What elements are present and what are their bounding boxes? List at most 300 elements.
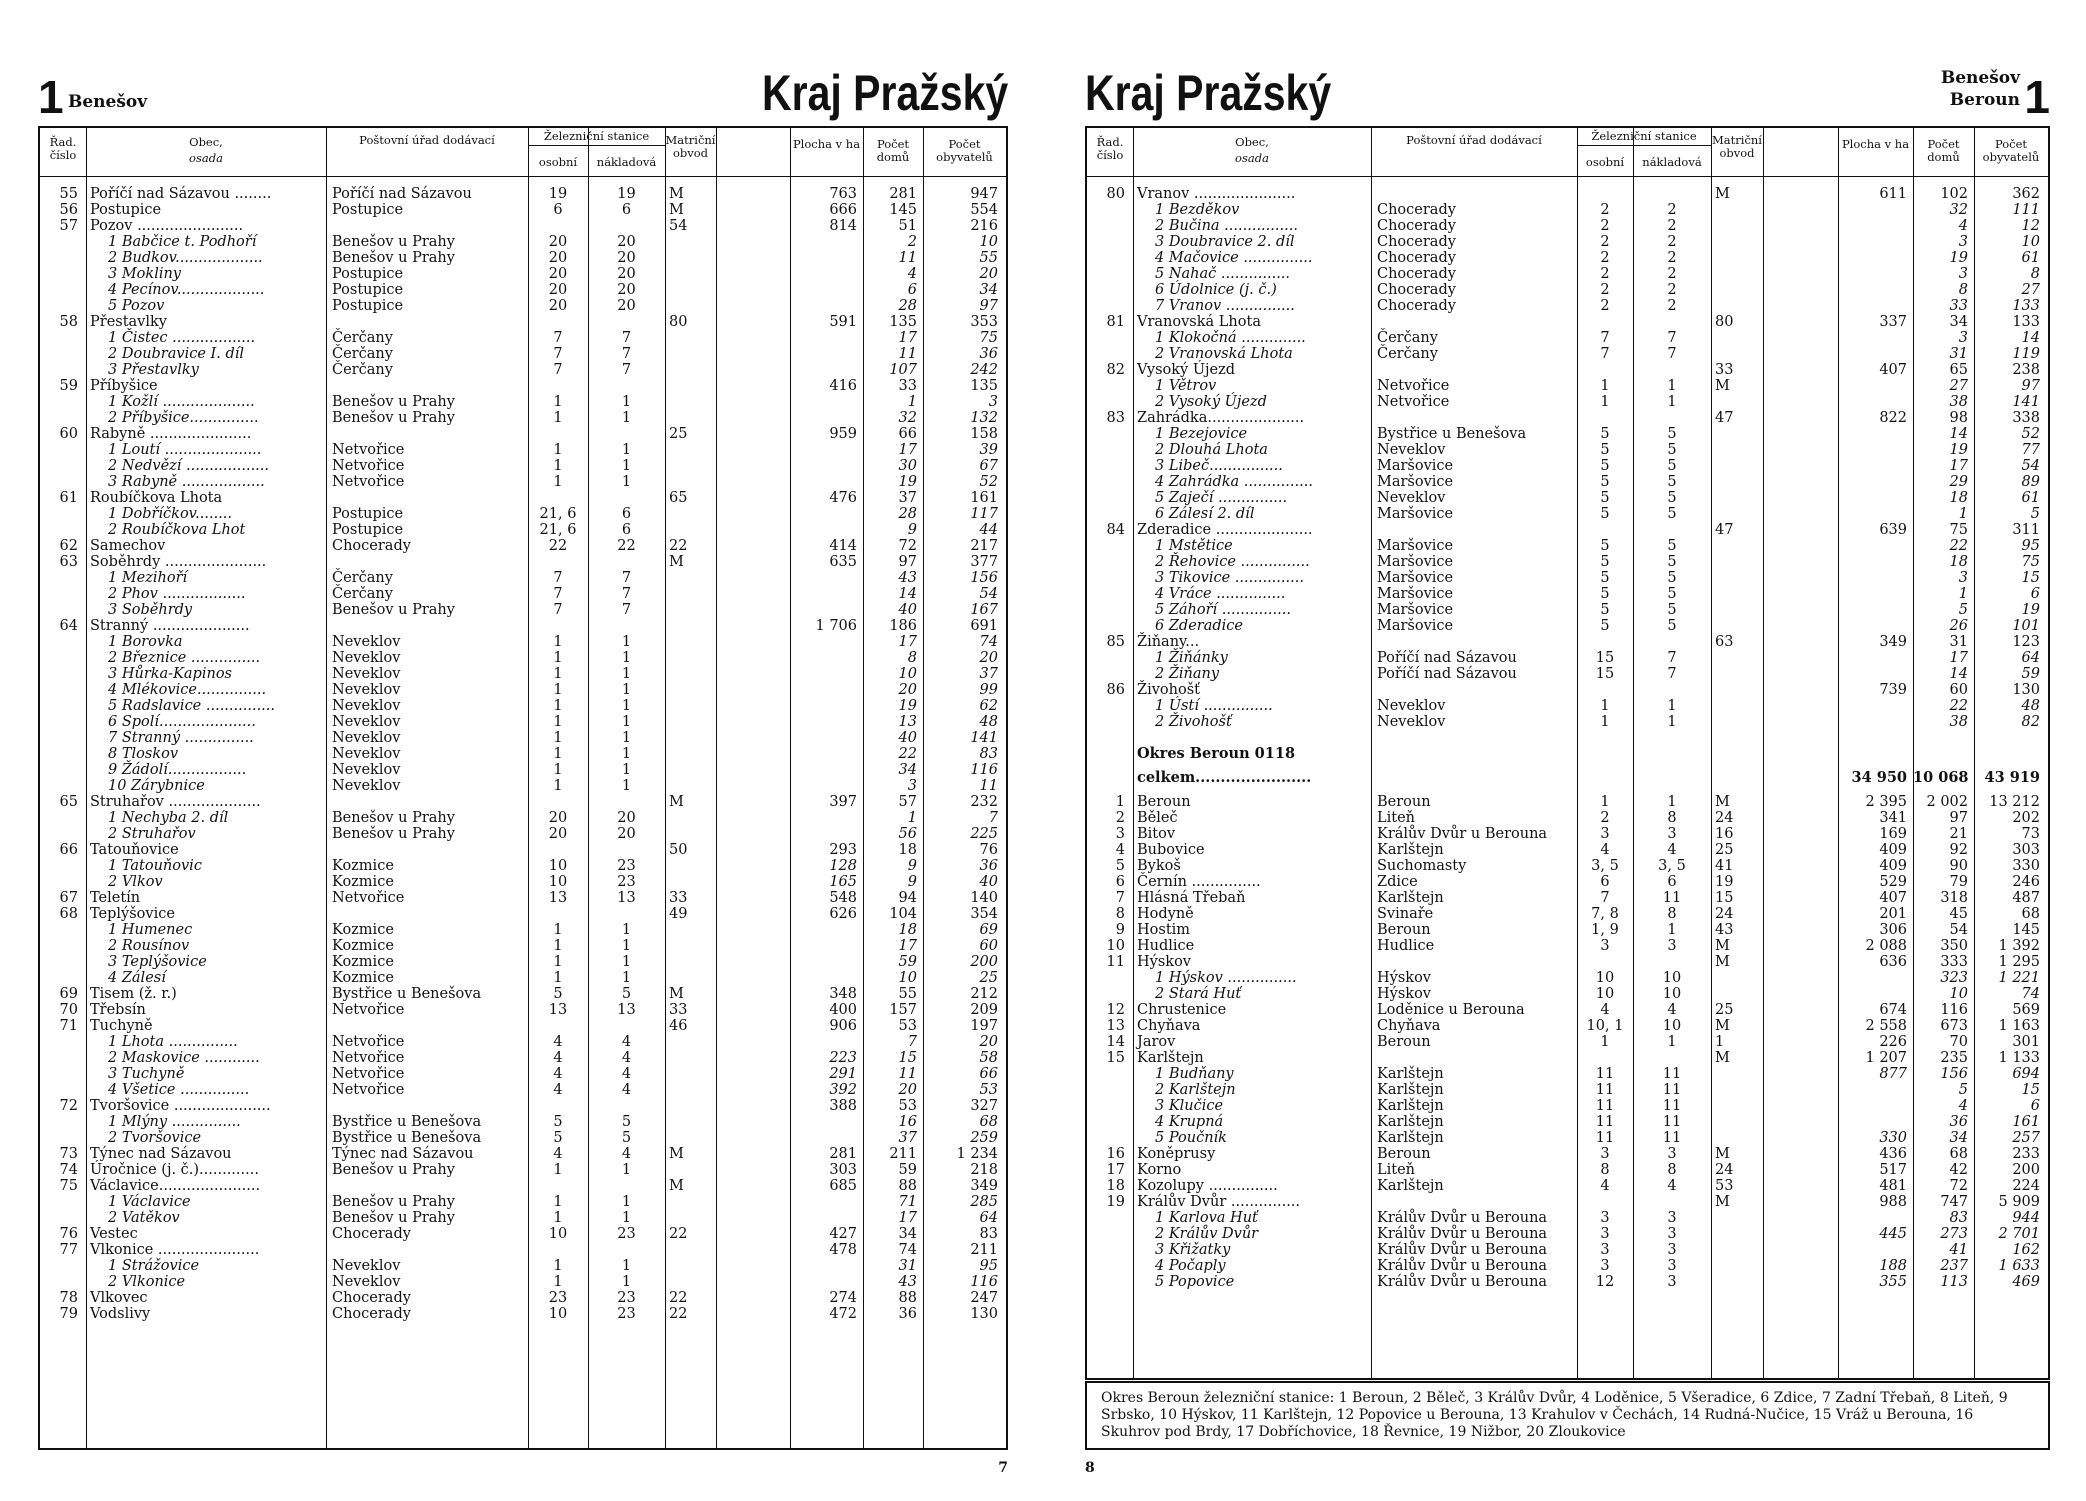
municipality-name: Hodyně bbox=[1137, 906, 1194, 922]
area-ha: 201 bbox=[1879, 906, 1907, 922]
municipality-name: 1 Strážovice bbox=[108, 1258, 200, 1274]
house-count: 92 bbox=[1949, 842, 1968, 858]
municipality-name: Rabyně ...................... bbox=[90, 426, 252, 442]
house-count: 30 bbox=[898, 458, 917, 474]
station-freight: 1 bbox=[621, 634, 632, 650]
row-number: 2 bbox=[1115, 810, 1125, 826]
house-count: 7 bbox=[907, 1034, 917, 1050]
station-freight: 11 bbox=[1662, 1066, 1682, 1082]
header-pocet-domu: Počet domů bbox=[1927, 137, 1960, 164]
registry-district: 50 bbox=[669, 842, 688, 858]
registry-district: M bbox=[669, 986, 684, 1002]
table-row bbox=[40, 378, 1006, 394]
municipality-name: Tatouňovice bbox=[90, 842, 179, 858]
municipality-name: 4 Krupná bbox=[1155, 1114, 1224, 1130]
subheader-divider bbox=[1577, 145, 1711, 146]
municipality-name: Koněprusy bbox=[1137, 1146, 1216, 1162]
row-number: 70 bbox=[59, 1002, 78, 1018]
area-ha: 128 bbox=[829, 858, 857, 874]
station-freight: 5 bbox=[1667, 426, 1677, 442]
table-row bbox=[40, 1194, 1006, 1210]
row-number: 55 bbox=[59, 186, 78, 202]
house-count: 41 bbox=[1949, 1242, 1968, 1258]
post-office: Benešov u Prahy bbox=[332, 1162, 455, 1178]
railway-stations-legend: Okres Beroun železniční stanice: 1 Beroun, 2 Běleč, 3 Králův Dvůr, 4 Loděnice, 5 Všeradice, 6 Zdice, 7 Zadní Třebaň, 8 Liteň, 9 Srbsko, 10 Hýskov, 11 Karlštejn, 12 Popovice u Berouna, 13 Krahulov v Čechách, 14 Rudná-Nučice, 15 Vráž u Berouna, 16 Skuhrov pod Brdy, 17 Dobříchovice, 18 Řevnice, 19 Nižbor, 20 Zloukovice bbox=[1085, 1381, 2050, 1450]
house-count: 16 bbox=[898, 1114, 917, 1130]
population: 116 bbox=[970, 762, 998, 778]
house-count: 59 bbox=[898, 954, 917, 970]
area-ha: 34 950 bbox=[1851, 769, 1907, 786]
municipality-name: 6 Údolnice (j. č.) bbox=[1155, 282, 1277, 298]
table-row bbox=[40, 810, 1006, 826]
right-municipality-table bbox=[1085, 126, 2050, 1380]
population: 303 bbox=[2012, 842, 2040, 858]
post-office: Neveklov bbox=[332, 666, 401, 682]
table-row bbox=[1087, 442, 2048, 458]
station-passenger: 3 bbox=[1600, 1258, 1610, 1274]
post-office: Králův Dvůr u Berouna bbox=[1377, 1242, 1548, 1258]
table-row bbox=[1087, 314, 2048, 330]
station-passenger: 12 bbox=[1595, 1274, 1615, 1290]
table-row bbox=[40, 1178, 1006, 1194]
station-freight: 5 bbox=[1667, 490, 1677, 506]
header-rad-cislo: Řad. číslo bbox=[1096, 135, 1124, 162]
station-passenger: 13 bbox=[548, 1002, 568, 1018]
municipality-name: 5 Pozov bbox=[108, 298, 165, 314]
station-freight: 11 bbox=[1662, 1114, 1682, 1130]
population: 43 919 bbox=[1984, 769, 2040, 786]
municipality-name: 4 Zálesí bbox=[108, 970, 166, 986]
house-count: 34 bbox=[898, 1226, 917, 1242]
post-office: Neveklov bbox=[332, 634, 401, 650]
post-office: Chocerady bbox=[1377, 266, 1456, 282]
table-row bbox=[1087, 618, 2048, 634]
station-passenger: 11 bbox=[1595, 1066, 1615, 1082]
post-office: Chocerady bbox=[332, 1306, 411, 1322]
area-ha: 400 bbox=[829, 1002, 857, 1018]
station-passenger: 4 bbox=[1600, 842, 1610, 858]
table-row bbox=[40, 1226, 1006, 1242]
table-row bbox=[1087, 1242, 2048, 1258]
area-ha: 407 bbox=[1879, 890, 1907, 906]
area-ha: 427 bbox=[829, 1226, 857, 1242]
station-freight: 10 bbox=[1662, 970, 1682, 986]
table-row bbox=[40, 698, 1006, 714]
population: 1 221 bbox=[1998, 970, 2040, 986]
station-passenger: 7 bbox=[553, 602, 563, 618]
post-office: Benešov u Prahy bbox=[332, 826, 455, 842]
station-passenger: 2 bbox=[1600, 250, 1610, 266]
station-freight: 2 bbox=[1667, 298, 1677, 314]
house-count: 57 bbox=[898, 794, 917, 810]
table-row bbox=[1087, 298, 2048, 314]
house-count: 59 bbox=[898, 1162, 917, 1178]
registry-district: 1 bbox=[1715, 1034, 1725, 1050]
house-count: 211 bbox=[889, 1146, 917, 1162]
station-freight: 3 bbox=[1667, 1210, 1677, 1226]
table-row bbox=[1087, 650, 2048, 666]
population: 15 bbox=[2021, 1082, 2040, 1098]
table-row bbox=[40, 970, 1006, 986]
station-passenger: 1 bbox=[553, 922, 563, 938]
house-count: 45 bbox=[1949, 906, 1968, 922]
area-ha: 291 bbox=[829, 1066, 857, 1082]
municipality-name: 2 Maskovice ............ bbox=[108, 1050, 260, 1066]
station-freight: 1 bbox=[621, 922, 632, 938]
station-freight: 3 bbox=[1667, 1146, 1677, 1162]
municipality-name: Vlkovec bbox=[90, 1290, 148, 1306]
post-office: Čerčany bbox=[332, 346, 393, 362]
table-row bbox=[1087, 890, 2048, 906]
table-row bbox=[40, 602, 1006, 618]
post-office: Chocerady bbox=[332, 538, 411, 554]
registry-district: 22 bbox=[669, 538, 688, 554]
station-freight: 5 bbox=[621, 1130, 632, 1146]
station-passenger: 5 bbox=[1600, 474, 1610, 490]
municipality-name: 2 Králův Dvůr bbox=[1155, 1226, 1259, 1242]
area-ha: 626 bbox=[829, 906, 857, 922]
area-ha: 349 bbox=[1879, 634, 1907, 650]
station-passenger: 1 bbox=[1600, 714, 1610, 730]
row-number: 17 bbox=[1106, 1162, 1125, 1178]
post-office: Maršovice bbox=[1377, 474, 1454, 490]
population: 101 bbox=[2012, 618, 2040, 634]
station-passenger: 7 bbox=[553, 346, 563, 362]
station-freight: 1 bbox=[621, 730, 632, 746]
table-row bbox=[40, 410, 1006, 426]
table-row bbox=[1087, 522, 2048, 538]
registry-district: 47 bbox=[1715, 522, 1734, 538]
row-number: 56 bbox=[59, 202, 78, 218]
post-office: Netvořice bbox=[332, 458, 405, 474]
population: 354 bbox=[970, 906, 998, 922]
row-number: 10 bbox=[1106, 938, 1125, 954]
station-freight: 13 bbox=[617, 890, 636, 906]
table-row bbox=[1087, 602, 2048, 618]
municipality-name: 5 Zaječí ............... bbox=[1155, 490, 1288, 506]
row-number: 66 bbox=[59, 842, 78, 858]
municipality-name: 1 Dobříčkov........ bbox=[108, 506, 233, 522]
row-number: 72 bbox=[59, 1098, 78, 1114]
house-count: 32 bbox=[1949, 202, 1968, 218]
municipality-name: 2 Bučina ................ bbox=[1155, 218, 1298, 234]
row-number: 79 bbox=[59, 1306, 78, 1322]
post-office: Čerčany bbox=[332, 570, 393, 586]
house-count: 33 bbox=[1949, 298, 1968, 314]
row-number: 85 bbox=[1106, 634, 1125, 650]
station-freight: 3 bbox=[1667, 1258, 1677, 1274]
post-office: Postupice bbox=[332, 298, 404, 314]
station-passenger: 2 bbox=[1600, 218, 1610, 234]
population: 5 bbox=[2030, 506, 2040, 522]
table-row bbox=[1087, 906, 2048, 922]
population: 158 bbox=[970, 426, 998, 442]
municipality-name: 3 Tuchyně bbox=[108, 1066, 185, 1082]
municipality-name: 1 Babčice t. Podhoří bbox=[108, 234, 257, 250]
table-row bbox=[1087, 474, 2048, 490]
station-passenger: 1 bbox=[553, 650, 563, 666]
post-office: Netvořice bbox=[1377, 378, 1450, 394]
municipality-name: Kozolupy ............... bbox=[1137, 1178, 1278, 1194]
post-office: Poříčí nad Sázavou bbox=[1377, 650, 1517, 666]
house-count: 11 bbox=[898, 346, 917, 362]
station-freight: 4 bbox=[621, 1034, 632, 1050]
municipality-name: 1 Hýskov ............... bbox=[1155, 970, 1297, 986]
post-office: Netvořice bbox=[332, 474, 405, 490]
registry-district: M bbox=[669, 202, 684, 218]
municipality-name: 5 Radslavice ............... bbox=[108, 698, 276, 714]
post-office: Neveklov bbox=[332, 1274, 401, 1290]
station-passenger: 20 bbox=[548, 250, 568, 266]
population: 53 bbox=[979, 1082, 998, 1098]
post-office: Netvořice bbox=[332, 1002, 405, 1018]
house-count: 10 bbox=[898, 970, 917, 986]
station-freight: 11 bbox=[1662, 1130, 1682, 1146]
population: 61 bbox=[2021, 490, 2040, 506]
registry-district: M bbox=[1715, 1194, 1730, 1210]
house-count: 17 bbox=[1949, 458, 1968, 474]
municipality-name: Roubíčkova Lhota bbox=[90, 490, 223, 506]
station-passenger: 4 bbox=[553, 1082, 563, 1098]
house-count: 1 bbox=[907, 394, 917, 410]
municipality-name: Václavice...................... bbox=[90, 1178, 261, 1194]
population: 133 bbox=[2012, 314, 2040, 330]
table-row bbox=[1087, 1002, 2048, 1018]
station-passenger: 1 bbox=[553, 1210, 563, 1226]
registry-district: 25 bbox=[1715, 842, 1734, 858]
house-count: 31 bbox=[1949, 634, 1968, 650]
header-plocha: Plocha v ha bbox=[792, 137, 861, 151]
house-count: 156 bbox=[1940, 1066, 1968, 1082]
population: 1 633 bbox=[1998, 1258, 2040, 1274]
station-passenger: 11 bbox=[1595, 1130, 1615, 1146]
population: 130 bbox=[970, 1306, 998, 1322]
station-passenger: 15 bbox=[1595, 666, 1615, 682]
post-office: Čerčany bbox=[1377, 346, 1438, 362]
post-office: Chocerady bbox=[1377, 250, 1456, 266]
volume-number: 1 bbox=[2024, 71, 2050, 123]
post-office: Postupice bbox=[332, 202, 404, 218]
population: 34 bbox=[979, 282, 998, 298]
house-count: 29 bbox=[1949, 474, 1968, 490]
municipality-name: Korno bbox=[1137, 1162, 1182, 1178]
station-freight: 3 bbox=[1667, 826, 1677, 842]
municipality-name: 2 Vranovská Lhota bbox=[1155, 346, 1293, 362]
table-row bbox=[40, 202, 1006, 218]
house-count: 38 bbox=[1949, 394, 1968, 410]
station-passenger: 10 bbox=[1595, 986, 1615, 1002]
table-row bbox=[40, 730, 1006, 746]
station-freight: 20 bbox=[617, 234, 636, 250]
municipality-name: Žiňany... bbox=[1137, 634, 1200, 650]
table-row bbox=[1087, 554, 2048, 570]
municipality-name: 2 Tvoršovice bbox=[108, 1130, 202, 1146]
area-ha: 822 bbox=[1879, 410, 1907, 426]
station-freight: 4 bbox=[621, 1050, 632, 1066]
table-row bbox=[1087, 250, 2048, 266]
house-count: 17 bbox=[898, 442, 917, 458]
house-count: 273 bbox=[1940, 1226, 1968, 1242]
station-passenger: 1 bbox=[553, 698, 563, 714]
population: 349 bbox=[970, 1178, 998, 1194]
post-office: Netvořice bbox=[332, 1066, 405, 1082]
population: 218 bbox=[970, 1162, 998, 1178]
post-office: Hudlice bbox=[1377, 938, 1435, 954]
table-row bbox=[40, 586, 1006, 602]
station-freight: 1 bbox=[1667, 394, 1677, 410]
post-office: Zdice bbox=[1377, 874, 1418, 890]
station-passenger: 7 bbox=[553, 586, 563, 602]
municipality-name: 3 Tikovice ............... bbox=[1155, 570, 1304, 586]
station-passenger: 7 bbox=[553, 330, 563, 346]
station-freight: 7 bbox=[1667, 666, 1677, 682]
station-passenger: 2 bbox=[1600, 266, 1610, 282]
house-count: 17 bbox=[898, 330, 917, 346]
station-freight: 1 bbox=[621, 970, 632, 986]
municipality-name: 2 Březnice ............... bbox=[108, 650, 261, 666]
left-municipality-table bbox=[38, 126, 1008, 1450]
station-passenger: 5 bbox=[1600, 442, 1610, 458]
table-row bbox=[40, 874, 1006, 890]
registry-district: M bbox=[1715, 1050, 1730, 1066]
row-number: 61 bbox=[59, 490, 78, 506]
station-freight: 1 bbox=[621, 778, 632, 794]
table-row bbox=[1087, 794, 2048, 810]
municipality-name: 3 Teplýšovice bbox=[108, 954, 207, 970]
population: 64 bbox=[979, 1210, 998, 1226]
house-count: 14 bbox=[898, 586, 917, 602]
station-freight: 1 bbox=[621, 1194, 632, 1210]
population: 569 bbox=[2012, 1002, 2040, 1018]
table-row bbox=[1087, 410, 2048, 426]
population: 10 bbox=[979, 234, 998, 250]
row-number: 8 bbox=[1115, 906, 1125, 922]
population: 89 bbox=[2021, 474, 2040, 490]
population: 330 bbox=[2012, 858, 2040, 874]
house-count: 6 bbox=[907, 282, 917, 298]
municipality-name: Pozov ....................... bbox=[90, 218, 244, 234]
station-passenger: 1, 9 bbox=[1591, 922, 1619, 938]
house-count: 747 bbox=[1940, 1194, 1968, 1210]
area-ha: 685 bbox=[829, 1178, 857, 1194]
municipality-name: 1 Borovka bbox=[108, 634, 183, 650]
house-count: 28 bbox=[898, 298, 917, 314]
registry-district: 22 bbox=[669, 1306, 688, 1322]
municipality-name: 2 Phov .................. bbox=[108, 586, 246, 602]
table-row bbox=[40, 442, 1006, 458]
population: 327 bbox=[970, 1098, 998, 1114]
station-passenger: 1 bbox=[553, 442, 563, 458]
house-count: 3 bbox=[1958, 570, 1968, 586]
area-ha: 2 558 bbox=[1865, 1018, 1907, 1034]
station-passenger: 15 bbox=[1595, 650, 1615, 666]
station-passenger: 1 bbox=[553, 762, 563, 778]
municipality-name: 2 Příbyšice............... bbox=[108, 410, 259, 426]
post-office: Neveklov bbox=[332, 650, 401, 666]
station-passenger: 5 bbox=[1600, 570, 1610, 586]
table-row bbox=[1087, 714, 2048, 730]
population: 59 bbox=[2021, 666, 2040, 682]
station-freight: 3 bbox=[1667, 1242, 1677, 1258]
municipality-name: 2 Vlkov bbox=[108, 874, 163, 890]
post-office: Neveklov bbox=[1377, 490, 1446, 506]
row-number: 9 bbox=[1115, 922, 1125, 938]
post-office: Karlštejn bbox=[1377, 1082, 1444, 1098]
municipality-name: 3 Rabyně .................. bbox=[108, 474, 265, 490]
population: 36 bbox=[979, 346, 998, 362]
post-office: Poříčí nad Sázavou bbox=[332, 186, 472, 202]
registry-district: 16 bbox=[1715, 826, 1734, 842]
station-freight: 20 bbox=[617, 250, 636, 266]
population: 209 bbox=[970, 1002, 998, 1018]
population: 111 bbox=[2012, 202, 2040, 218]
registry-district: 24 bbox=[1715, 1162, 1734, 1178]
area-ha: 392 bbox=[829, 1082, 857, 1098]
station-freight: 5 bbox=[1667, 618, 1677, 634]
area-ha: 409 bbox=[1879, 858, 1907, 874]
station-freight: 7 bbox=[621, 570, 632, 586]
station-freight: 6 bbox=[621, 506, 632, 522]
house-count: 281 bbox=[889, 186, 917, 202]
house-count: 94 bbox=[898, 890, 917, 906]
house-count: 350 bbox=[1940, 938, 1968, 954]
table-row bbox=[40, 1082, 1006, 1098]
post-office: Benešov u Prahy bbox=[332, 1194, 455, 1210]
station-freight: 10 bbox=[1662, 986, 1682, 1002]
population: 19 bbox=[2021, 602, 2040, 618]
post-office: Neveklov bbox=[332, 698, 401, 714]
municipality-name: Příbyšice bbox=[90, 378, 158, 394]
station-freight: 1 bbox=[1667, 378, 1677, 394]
row-number: 86 bbox=[1106, 682, 1125, 698]
header-divider bbox=[1087, 176, 2048, 177]
table-row bbox=[40, 522, 1006, 538]
population: 69 bbox=[979, 922, 998, 938]
header-nakladova: nákladová bbox=[1642, 155, 1702, 169]
header-plocha: Plocha v ha bbox=[1841, 137, 1910, 151]
station-passenger: 5 bbox=[1600, 490, 1610, 506]
table-row bbox=[1087, 378, 2048, 394]
table-row bbox=[1087, 634, 2048, 650]
table-row bbox=[40, 314, 1006, 330]
post-office: Chyňava bbox=[1377, 1018, 1441, 1034]
table-row bbox=[40, 890, 1006, 906]
header-osobni: osobní bbox=[1585, 155, 1625, 169]
municipality-name: Úročnice (j. č.)............. bbox=[90, 1162, 259, 1178]
station-passenger: 1 bbox=[553, 666, 563, 682]
table-row bbox=[40, 506, 1006, 522]
station-freight: 3 bbox=[1667, 938, 1677, 954]
population: 141 bbox=[970, 730, 998, 746]
municipality-name: 6 Spolí..................... bbox=[108, 714, 256, 730]
municipality-name: 4 Všetice ............... bbox=[108, 1082, 250, 1098]
table-row bbox=[1087, 986, 2048, 1002]
municipality-name: 3 Libeč................ bbox=[1155, 458, 1283, 474]
post-office: Králův Dvůr u Berouna bbox=[1377, 826, 1548, 842]
municipality-name: Hostim bbox=[1137, 922, 1191, 938]
municipality-name: Soběhrdy ...................... bbox=[90, 554, 267, 570]
municipality-name: 1 Ústí ............... bbox=[1155, 698, 1273, 714]
area-ha: 169 bbox=[1879, 826, 1907, 842]
house-count: 9 bbox=[907, 522, 917, 538]
house-count: 34 bbox=[1949, 314, 1968, 330]
house-count: 333 bbox=[1940, 954, 1968, 970]
table-row bbox=[1087, 666, 2048, 682]
house-count: 56 bbox=[898, 826, 917, 842]
post-office: Bystřice u Benešova bbox=[1377, 426, 1527, 442]
post-office: Loděnice u Berouna bbox=[1377, 1002, 1525, 1018]
station-passenger: 21, 6 bbox=[539, 506, 577, 522]
